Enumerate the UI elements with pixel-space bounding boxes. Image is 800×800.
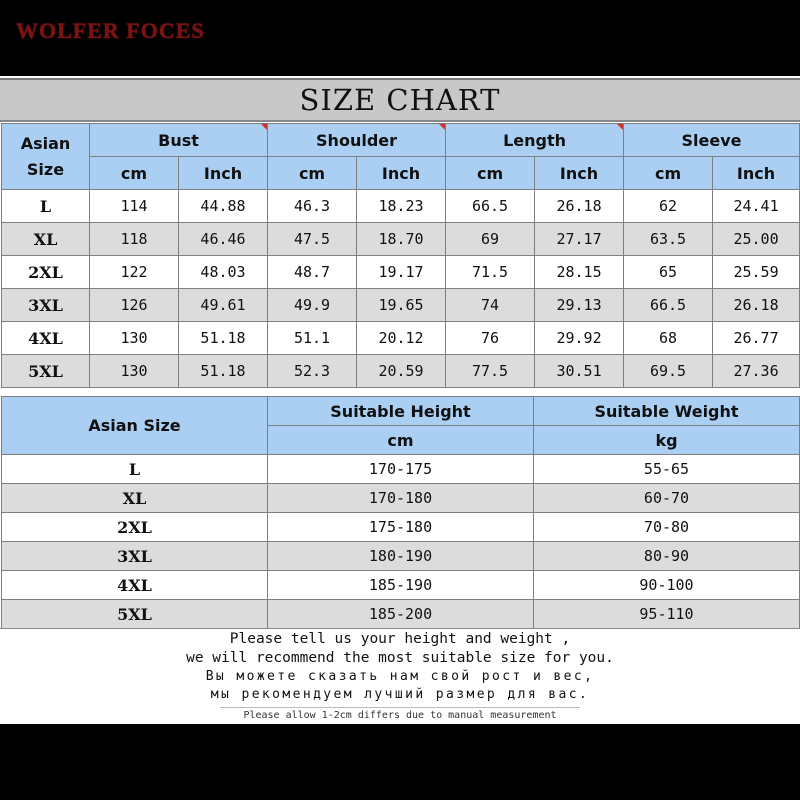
group-header-length: Length [446,124,624,157]
fit-size-header: Asian Size [2,397,268,455]
measurement-cell: 62 [624,190,713,223]
measurement-cell: 19.17 [357,256,446,289]
height-header: Suitable Height [268,397,534,426]
measurement-table [1,123,800,388]
unit-header: Inch [179,157,268,190]
table-row [2,289,800,322]
measurement-cell: 19.65 [357,289,446,322]
size-label: XL [2,223,90,256]
measurement-cell: 25.59 [713,256,800,289]
measurement-cell: 76 [446,322,535,355]
measurement-cell: 27.17 [535,223,624,256]
measurement-cell: 30.51 [535,355,624,388]
size-label: XL [2,484,268,513]
height-cell: 185-190 [268,571,534,600]
size-column-header: Asian Size [2,124,90,190]
height-unit-header: cm [268,426,534,455]
measurement-cell: 26.77 [713,322,800,355]
height-cell: 180-190 [268,542,534,571]
measurement-cell: 29.92 [535,322,624,355]
measurement-cell: 69.5 [624,355,713,388]
measurement-cell: 46.3 [268,190,357,223]
table-row [2,542,800,571]
unit-header: cm [90,157,179,190]
measurement-cell: 126 [90,289,179,322]
measurement-cell: 48.7 [268,256,357,289]
size-label: L [2,190,90,223]
brand-logo: WOLFER FOCES [16,18,205,43]
measurement-disclaimer: Please allow 1-2cm differs due to manual measurement [220,707,580,721]
measurement-cell: 28.15 [535,256,624,289]
unit-header: cm [268,157,357,190]
notice-russian-line-1: Вы можете сказать нам свой рост и вес, [205,669,595,684]
measurement-cell: 63.5 [624,223,713,256]
group-header-bust: Bust [90,124,268,157]
size-label: 2XL [2,256,90,289]
fit-table [1,396,800,629]
measurement-cell: 51.18 [179,355,268,388]
weight-cell: 95-110 [534,600,800,629]
measurement-cell: 65 [624,256,713,289]
measurement-cell: 26.18 [713,289,800,322]
measurement-table-body [2,190,800,388]
measurement-cell: 20.59 [357,355,446,388]
measurement-cell: 118 [90,223,179,256]
group-header-sleeve: Sleeve [624,124,800,157]
measurement-cell: 48.03 [179,256,268,289]
measurement-cell: 44.88 [179,190,268,223]
table-row [2,600,800,629]
chart-title: SIZE CHART [0,78,800,122]
measurement-cell: 25.00 [713,223,800,256]
measurement-cell: 51.1 [268,322,357,355]
unit-header: cm [624,157,713,190]
table-row [2,571,800,600]
weight-unit-header: kg [534,426,800,455]
notice-english-line-1: Please tell us your height and weight , [229,631,571,647]
size-chart-sheet [0,76,800,724]
size-label: 4XL [2,571,268,600]
measurement-cell: 46.46 [179,223,268,256]
size-label: 2XL [2,513,268,542]
size-label: L [2,455,268,484]
unit-header: Inch [535,157,624,190]
group-header-shoulder: Shoulder [268,124,446,157]
measurement-cell: 71.5 [446,256,535,289]
notice-english-line-2: we will recommend the most suitable size for you. [186,650,614,666]
weight-cell: 70-80 [534,513,800,542]
height-cell: 170-180 [268,484,534,513]
measurement-cell: 130 [90,355,179,388]
measurement-cell: 27.36 [713,355,800,388]
measurement-cell: 114 [90,190,179,223]
measurement-cell: 122 [90,256,179,289]
weight-cell: 90-100 [534,571,800,600]
size-label: 3XL [2,542,268,571]
table-row [2,322,800,355]
measurement-cell: 24.41 [713,190,800,223]
measurement-cell: 49.9 [268,289,357,322]
table-row [2,190,800,223]
unit-header: cm [446,157,535,190]
weight-cell: 60-70 [534,484,800,513]
measurement-cell: 29.13 [535,289,624,322]
measurement-cell: 69 [446,223,535,256]
measurement-cell: 66.5 [446,190,535,223]
unit-header: Inch [713,157,800,190]
measurement-cell: 77.5 [446,355,535,388]
measurement-cell: 66.5 [624,289,713,322]
notice-russian-line-2: мы рекомендуем лучший размер для вас. [210,687,590,702]
table-row [2,513,800,542]
measurement-cell: 51.18 [179,322,268,355]
table-row [2,223,800,256]
fit-table-body [2,455,800,629]
size-label: 3XL [2,289,90,322]
measurement-cell: 26.18 [535,190,624,223]
measurement-cell: 18.23 [357,190,446,223]
measurement-cell: 130 [90,322,179,355]
measurement-cell: 68 [624,322,713,355]
measurement-cell: 20.12 [357,322,446,355]
height-cell: 170-175 [268,455,534,484]
weight-cell: 80-90 [534,542,800,571]
size-label: 5XL [2,600,268,629]
height-cell: 185-200 [268,600,534,629]
measurement-cell: 74 [446,289,535,322]
height-cell: 175-180 [268,513,534,542]
measurement-cell: 47.5 [268,223,357,256]
measurement-cell: 18.70 [357,223,446,256]
unit-header: Inch [357,157,446,190]
notice-box [0,628,800,724]
weight-header: Suitable Weight [534,397,800,426]
table-row [2,256,800,289]
table-row [2,455,800,484]
table-row [2,355,800,388]
size-label: 4XL [2,322,90,355]
table-row [2,484,800,513]
measurement-cell: 52.3 [268,355,357,388]
measurement-cell: 49.61 [179,289,268,322]
weight-cell: 55-65 [534,455,800,484]
size-label: 5XL [2,355,90,388]
